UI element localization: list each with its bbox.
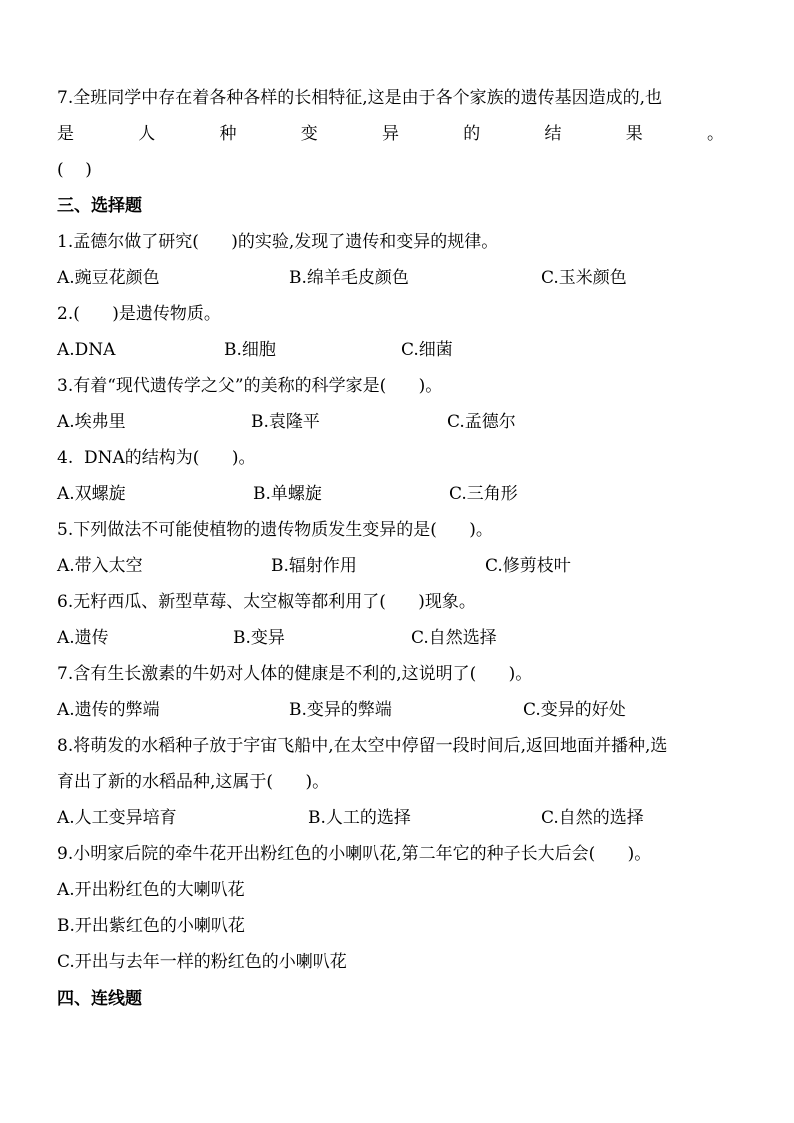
choice-question-9-stem: 9.小明家后院的牵牛花开出粉红色的小喇叭花,第二年它的种子长大后会( )。 xyxy=(57,844,652,864)
choice-question-3-options xyxy=(57,408,747,436)
option-b[interactable]: B.单螺旋 xyxy=(253,484,322,504)
tf-q7-char: 变 xyxy=(300,124,318,144)
option-a[interactable]: A.遗传 xyxy=(57,628,109,648)
choice-question-7-options xyxy=(57,696,747,724)
option-b[interactable]: B.人工的选择 xyxy=(308,808,411,828)
option-c[interactable]: C.三角形 xyxy=(449,484,518,504)
choice-question-8-stem-line1: 8.将萌发的水稻种子放于宇宙飞船中,在太空中停留一段时间后,返回地面并播种,选 xyxy=(57,736,668,756)
choice-question-7-stem: 7.含有生长激素的牛奶对人体的健康是不利的,这说明了( )。 xyxy=(57,664,533,684)
choice-question-2-options xyxy=(57,336,747,364)
choice-question-1-stem: 1.孟德尔做了研究( )的实验,发现了遗传和变异的规律。 xyxy=(57,232,499,252)
option-c[interactable]: C.自然的选择 xyxy=(541,808,644,828)
option-b[interactable]: B.变异的弊端 xyxy=(289,700,392,720)
choice-question-4-options xyxy=(57,480,747,508)
option-c[interactable]: C.孟德尔 xyxy=(447,412,516,432)
choice-question-8-stem-line2: 育出了新的水稻品种,这属于( )。 xyxy=(57,772,330,792)
option-a[interactable]: A.豌豆花颜色 xyxy=(57,268,160,288)
option-a[interactable]: A.双螺旋 xyxy=(57,484,126,504)
choice-question-6-stem: 6.无籽西瓜、新型草莓、太空椒等都利用了( )现象。 xyxy=(57,592,476,612)
tf-q7-char: 是 xyxy=(57,124,74,144)
option-a[interactable]: A.开出粉红色的大喇叭花 xyxy=(57,880,245,900)
choice-question-1-options xyxy=(57,264,747,292)
option-c[interactable]: C.变异的好处 xyxy=(523,700,626,720)
choice-question-4-stem: 4. DNA的结构为( )。 xyxy=(57,448,256,468)
option-b[interactable]: B.绵羊毛皮颜色 xyxy=(289,268,409,288)
option-c[interactable]: C.细菌 xyxy=(401,340,453,360)
option-b[interactable]: B.袁隆平 xyxy=(251,412,320,432)
section-title-matching: 四、连线题 xyxy=(57,989,142,1009)
option-b[interactable]: B.变异 xyxy=(233,628,285,648)
choice-question-8-options xyxy=(57,804,747,832)
option-a[interactable]: A.遗传的弊端 xyxy=(57,700,160,720)
section-title-choice: 三、选择题 xyxy=(57,196,142,216)
tf-q7-char: 结 xyxy=(544,124,562,144)
option-b[interactable]: B.细胞 xyxy=(224,340,276,360)
tf-q7-char: 人 xyxy=(138,124,156,144)
option-c[interactable]: C.自然选择 xyxy=(411,628,497,648)
tf-q7-char: 。 xyxy=(707,124,724,144)
option-a[interactable]: A.埃弗里 xyxy=(57,412,126,432)
tf-question-7-line2 xyxy=(57,120,724,148)
option-a[interactable]: A.人工变异培育 xyxy=(57,808,177,828)
choice-question-5-stem: 5.下列做法不可能使植物的遗传物质发生变异的是( )。 xyxy=(57,520,493,540)
choice-question-5-options xyxy=(57,552,747,580)
option-c[interactable]: C.开出与去年一样的粉红色的小喇叭花 xyxy=(57,952,347,972)
tf-question-7-answer-blank[interactable]: ( ) xyxy=(57,160,92,180)
tf-q7-char: 果 xyxy=(625,124,643,144)
option-a[interactable]: A.DNA xyxy=(57,340,116,360)
tf-q7-char: 种 xyxy=(219,124,237,144)
option-a[interactable]: A.带入太空 xyxy=(57,556,143,576)
tf-question-7-line1: 7.全班同学中存在着各种各样的长相特征,这是由于各个家族的遗传基因造成的,也 xyxy=(57,88,663,108)
choice-question-2-stem: 2.( )是遗传物质。 xyxy=(57,304,221,324)
option-b[interactable]: B.开出紫红色的小喇叭花 xyxy=(57,916,245,936)
option-c[interactable]: C.修剪枝叶 xyxy=(485,556,571,576)
choice-question-6-options xyxy=(57,624,747,652)
choice-question-3-stem: 3.有着“现代遗传学之父”的美称的科学家是( )。 xyxy=(57,376,443,396)
tf-q7-char: 的 xyxy=(463,124,481,144)
tf-q7-char: 异 xyxy=(382,124,399,144)
option-b[interactable]: B.辐射作用 xyxy=(271,556,357,576)
option-c[interactable]: C.玉米颜色 xyxy=(541,268,627,288)
